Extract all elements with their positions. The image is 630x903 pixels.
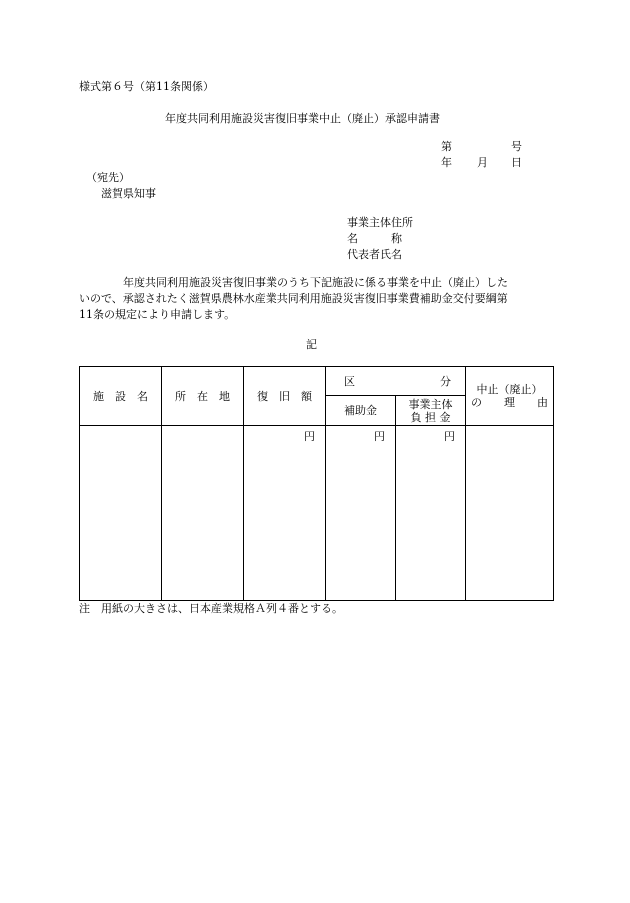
header-facility-name: 施 設 名 (80, 367, 162, 426)
ki-heading: 記 (306, 338, 317, 351)
date-year: 年 (441, 156, 452, 169)
facility-table (79, 366, 554, 601)
cell-restoration-amount-yen: 円 (244, 426, 326, 601)
applicant-rep-label: 代表者氏名 (347, 248, 402, 261)
date-day: 日 (511, 156, 522, 169)
addressee-name: 滋賀県知事 (101, 187, 156, 200)
header-category-ku: 区 (344, 374, 355, 388)
applicant-address-label: 事業主体住所 (347, 216, 413, 229)
header-reason-line2: の 理 由 (471, 396, 548, 409)
date-month: 月 (477, 156, 488, 169)
cell-burden-yen: 円 (396, 426, 466, 601)
header-location: 所 在 地 (162, 367, 244, 426)
header-burden (396, 396, 466, 426)
cell-subsidy-yen: 円 (326, 426, 396, 601)
header-category-bun: 分 (440, 374, 451, 388)
cell-facility-name (80, 426, 162, 601)
addressee-prefix: （宛先） (86, 171, 130, 184)
header-reason-line1: 中止（廃止） (476, 383, 543, 396)
header-subsidy: 補助金 (326, 396, 396, 426)
header-category (326, 367, 466, 396)
doc-number-dai: 第 (441, 140, 452, 153)
doc-number-go: 号 (511, 140, 522, 153)
header-restoration-amount: 復 旧 額 (244, 367, 326, 426)
header-burden-line2: 負 担 金 (410, 410, 451, 424)
cell-reason (466, 426, 554, 601)
applicant-name-label: 名 称 (347, 232, 402, 245)
document-title: 年度共同利用施設災害復旧事業中止（廃止）承認申請書 (165, 112, 440, 125)
table-row (80, 426, 554, 601)
cell-location (162, 426, 244, 601)
body-line-3: 11条の規定により申請します。 (79, 308, 236, 321)
body-line-2: いので、承認されたく滋賀県農林水産業共同利用施設災害復旧事業費補助金交付要綱第 (79, 292, 508, 305)
form-number: 様式第６号（第11条関係） (79, 80, 214, 93)
footnote: 注 用紙の大きさは、日本産業規格Ａ列４番とする。 (79, 602, 343, 615)
header-reason (466, 367, 554, 426)
header-burden-line1: 事業主体 (408, 397, 453, 411)
body-line-1: 年度共同利用施設災害復旧事業のうち下記施設に係る事業を中止（廃止）した (123, 276, 508, 289)
